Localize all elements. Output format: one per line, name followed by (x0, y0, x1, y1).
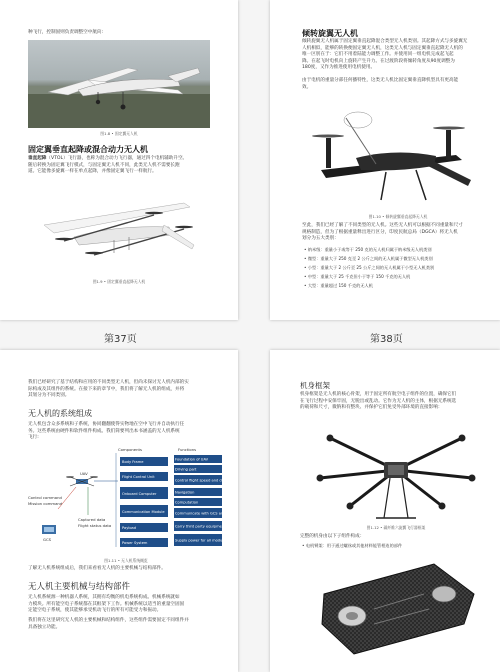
vtol-lead: 垂直起降 (28, 156, 47, 161)
component-payload (120, 523, 168, 532)
hexacopter-frame-illustration (310, 420, 482, 522)
label-captured-data: Captured data (78, 517, 106, 522)
gcs-icon (42, 525, 56, 542)
list-item: • 微型：重量大于 250 克至 2 公斤之间的无人机属于微型无人机类别 (304, 256, 433, 261)
function-carry-payload (174, 521, 226, 531)
component-flight-control-unit (120, 472, 168, 481)
section-title-mechanical-parts: 无人机主要机械与结构部件 (28, 582, 131, 592)
label-control-command: Control command (28, 495, 62, 500)
fig-1-12-caption: 图1.12 • 碳纤维六旋翼飞行器框架 (366, 525, 426, 530)
section-heading-vtol: 固定翼垂直起降或混合动力无人机 (28, 145, 148, 154)
svg-text:Driving part: Driving part (175, 467, 197, 472)
fig-1-8-caption: 图1.8 • 固定翼无人机 (100, 131, 138, 136)
svg-text:Onboard Computer: Onboard Computer (122, 492, 157, 496)
system-paragraph: 无人机包含众多系统和子系统，协同翻翻使得实物地在空中飞行并自动执行任 务。这些系统由硬件和软件组件构成。我们简要列出本书涵盖的无人机系统 飞行: (28, 422, 185, 441)
function-communicate (174, 508, 236, 518)
dgca-paragraph: 至此，我们已经了解了不同类型的无人机。这些无人机可以根据不同重量和尺寸 规格制造，但为了根据重量释出进行区分，印度民航总局（DGCA）将无人机 划分为五大类别： (302, 223, 463, 242)
function-foundation (174, 455, 222, 463)
label-mission-command: Mission command (28, 501, 63, 506)
svg-text:Navigation: Navigation (175, 490, 195, 495)
tiltrotor-paragraph-2: 由于电机的重量分部任何播特性，这类无人机比固定翼垂直降机型具有更高能 效。 (302, 78, 459, 90)
intro-paragraph: 我们已经研究了基于结构和应用的不同类型无人机，但尚未探讨无人机内部的实 际构成及其组件的系统。在接下来的章节中，我们将了解无人机的组成，并将 其划分为不同类别。 (28, 380, 189, 399)
component-communication-module (120, 505, 168, 517)
uav-drone-icon (66, 471, 98, 486)
fixed-wing-drone-photo (28, 40, 210, 128)
section-heading-tiltrotor: 倾转旋翼无人机 (302, 29, 358, 38)
fig-1-10-caption: 图1.10 • 倾转旋翼垂直起降无人机 (368, 214, 428, 219)
list-item: • 电机臂架：用于通过螺丝或其他材料能管相连的部件 (302, 543, 403, 548)
function-driving (174, 465, 222, 473)
svg-text:Control flight speed and direc: Control flight speed and directions (175, 478, 238, 483)
intro-text: 种飞行，控制固则负责调整空中航向: (28, 30, 104, 35)
list-item: • 纳米级：重量小于或等于 250 克的无人机归属于纳米级无人机类别 (304, 247, 432, 252)
function-navigation (174, 488, 222, 496)
function-computation (174, 498, 222, 506)
svg-text:Foundation of UAV: Foundation of UAV (175, 457, 209, 462)
mechanical-paragraph-2: 我们将在这里研究无人机的主要机械和结构组件，这些组件需要固定不同组件并 具备独立功能。 (28, 618, 189, 630)
page-number-37: 第37页 (104, 334, 137, 345)
subcomponents-intro: 完整的机身由以下子组件构成： (300, 534, 365, 539)
page-39 (0, 350, 238, 672)
list-item: • 小型：重量大于 2 公斤至 25 公斤之间的无人机属于小型无人机类别 (304, 265, 435, 270)
tiltrotor-paragraph-1: 倾转旋翼无人机属于固定翼垂直起降混合类型无人机类别。其起降方式与多旋翼无 人机相似，能够的转换便固定翼无人机，这类无人机与固定翼垂直起降无人机的 唯一区别在于：它们不用着陆能力调整工作。并使用同一组电机完成起飞起 降。在起飞时电机向上旋转产生升力。在过渡阶段将倾转角度从90度调整为 180度，又作为推进使用电机使用。 (302, 39, 468, 71)
component-power-system (120, 538, 168, 547)
transition-paragraph: 了解无人机系统组成后，我们来看看无人机的主要机械与结构部件。 (28, 566, 166, 571)
svg-text:Computation: Computation (175, 500, 199, 505)
function-control-flight (174, 475, 237, 485)
function-supply-power (174, 534, 228, 546)
tiltrotor-drone-illustration (306, 100, 476, 212)
diagram-header-functions: Functions (178, 447, 197, 452)
component-body-frame (120, 457, 168, 466)
svg-text:Body Frame: Body Frame (122, 460, 144, 464)
fig-1-9-caption: 图1.9 • 固定翼垂直起降无人机 (92, 279, 146, 284)
svg-text:Communicate with GCS and UAVs: Communicate with GCS and UAVs (175, 511, 236, 516)
mechanical-paragraph-1: 无人机系统源一种机器人系统，其拥有均衡的机电系统构成。机械系统就如 力模块。所有能空电子系统都在其框架下工作。机械系统以适当的重量空固固 定能空电子系统，使其能够承受机动飞行的所有可能受力和振动。 (28, 595, 185, 614)
motor-arm-illustration (314, 554, 482, 664)
svg-text:Carry third party equipment: Carry third party equipment (175, 524, 226, 529)
vtol-paragraph: 垂直起降（VTOL）飞行器，也称为混合动力飞行器，通过四个电机辅助升空。 随后转换为固定翼飞行模式，与固定翼无人机不同，此类无人机不需要长跑 道。它能像多旋翼一样在单点起降，并像固定翼飞行一样航行。 (28, 156, 188, 175)
uav-system-diagram (28, 445, 238, 557)
svg-text:Supply power for all modules: Supply power for all modules (175, 538, 228, 543)
diagram-header-components: Components (118, 447, 143, 452)
section-title-system-composition: 无人机的系统组成 (28, 409, 92, 418)
page-number-38: 第38页 (370, 334, 403, 345)
svg-text:Flight Control Unit: Flight Control Unit (122, 475, 155, 479)
section-heading-airframe: 机身框架 (300, 381, 330, 390)
label-flight-status-data: Flight status data (78, 523, 112, 528)
svg-text:GCS: GCS (43, 537, 52, 542)
page-40 (270, 350, 500, 672)
svg-text:UAV: UAV (80, 471, 88, 476)
svg-text:Communication Module: Communication Module (122, 510, 165, 514)
fig-1-11-caption: 图1.11 • 无人机系统概览 (104, 558, 148, 563)
page-37 (0, 0, 238, 320)
component-onboard-computer (120, 487, 168, 499)
page-38 (270, 0, 500, 320)
list-item: • 中型：重量大于 25 千克但小于等于 150 千克的无人机 (304, 274, 411, 279)
svg-text:Power System: Power System (122, 541, 148, 545)
list-item: • 大型：重量超过 150 千克的无人机 (304, 283, 373, 288)
airframe-paragraph: 机身框架是无人机的核心骨架，用于固定所有航空电子组件的位置，确保它们 在飞行过程中安保牢固，无脱出或乱动。它作为无人机的主体，根据无系统选 的载荷和尺寸，微钠和有整块、并保护它们免受外部环境的直接影响： (300, 392, 457, 411)
svg-text:Payload: Payload (122, 526, 137, 530)
vtol-drone-illustration (34, 185, 204, 275)
